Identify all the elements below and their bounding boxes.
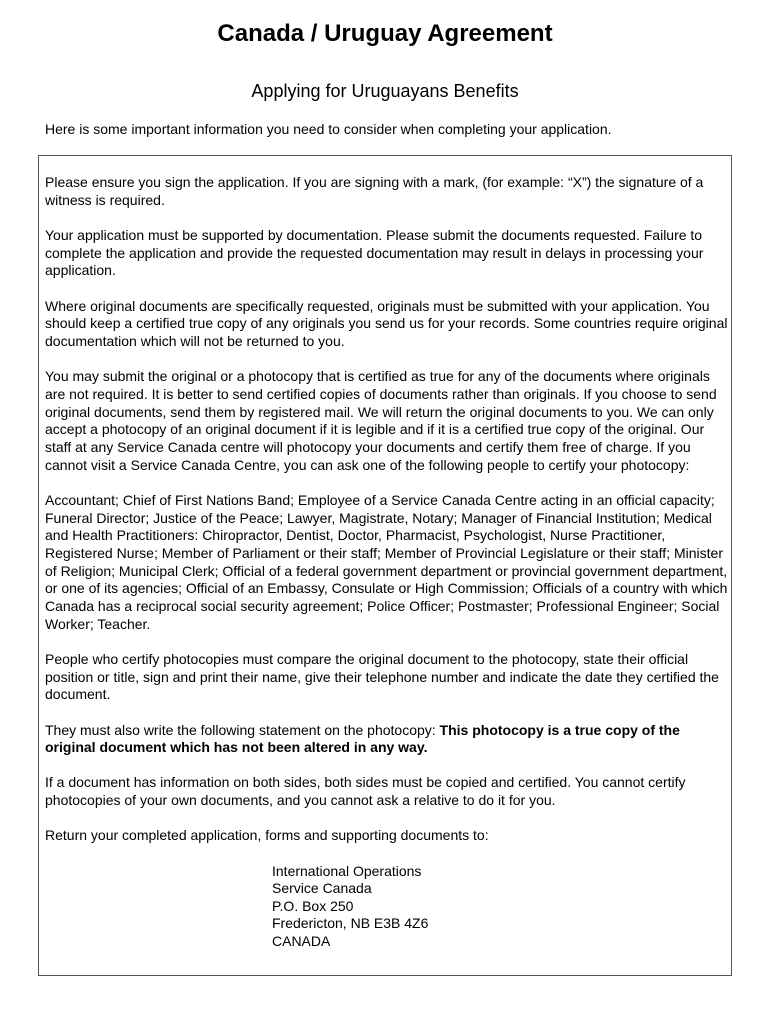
certification-requirements-paragraph: People who certify photocopies must compare the original document to the photocopy, state their official position or title, sign and print their name, give their telephone number and indicate the date they certified the document. <box>45 650 719 703</box>
original-documents-paragraph: Where original documents are specifically requested, originals must be submitted with your application. You should keep a certified true copy of any originals you send us for your records. Some countries require original documentation which will not be returned to you. <box>45 297 728 349</box>
signature-paragraph: Please ensure you sign the application. If you are signing with a mark, (for example: “X”) the signature of a witness is required. <box>45 174 704 208</box>
statement-bold-text: This photocopy is a true copy of the original document which has not been altered in any way. <box>45 721 680 756</box>
statement-paragraph <box>45 722 729 757</box>
address-line-3: P.O. Box 250 <box>272 897 354 914</box>
certifiers-list-paragraph: Accountant; Chief of First Nations Band; Employee of a Service Canada Centre acting in an official capacity; Funeral Director; Justice of the Peace; Lawyer, Magistrate, Notary; Manager of Financial Institution; Medical and Health Practitioners: Chiropractor, Dentist, Doctor, Pharmacist, Psychologist, Nurse Practitioner, Registered Nurse; Member of Parliament or their staff; Member of Provincial Legislature or their staff; Minister of Religion; Municipal Clerk; Official of a federal government department or provincial government department, or one of its agencies; Official of an Embassy, Consulate or High Commission; Officials of a country with which Canada has a reciprocal social security agreement; Police Officer; Postmaster; Professional Engineer; Social Worker; Teacher. <box>45 491 728 632</box>
intro-text: Here is some important information you need to consider when completing your application. <box>45 121 612 137</box>
information-content <box>45 174 729 950</box>
documentation-paragraph: Your application must be supported by documentation. Please submit the documents requested. Failure to complete the application and provide the requested documentation may result in delays in processing your application. <box>45 226 704 279</box>
page-subtitle: Applying for Uruguayans Benefits <box>251 81 519 101</box>
address-line-1: International Operations <box>272 862 422 879</box>
statement-lead: They must also write the following statement on the photocopy: <box>45 721 440 738</box>
address-line-5: CANADA <box>272 932 331 949</box>
photocopy-paragraph: You may submit the original or a photocopy that is certified as true for any of the documents where originals are not required. It is better to send certified copies of documents rather than originals. If you choose to send original documents, send them by registered mail. We will return the original documents to you. We can only accept a photocopy of an original document if it is legible and if it is a certified true copy of the original. Our staff at any Service Canada centre will photocopy your documents and certify them free of charge. If you cannot visit a Service Canada Centre, you can ask one of the following people to certify your photocopy: <box>45 368 717 473</box>
mailing-address <box>272 863 729 951</box>
address-line-2: Service Canada <box>272 880 372 897</box>
page-title: Canada / Uruguay Agreement <box>217 20 553 47</box>
return-paragraph: Return your completed application, forms and supporting documents to: <box>45 827 489 844</box>
both-sides-paragraph: If a document has information on both sides, both sides must be copied and certified. You cannot certify photocopies of your own documents, and you cannot ask a relative to do it for you. <box>45 774 686 809</box>
address-line-4: Fredericton, NB E3B 4Z6 <box>272 915 429 932</box>
